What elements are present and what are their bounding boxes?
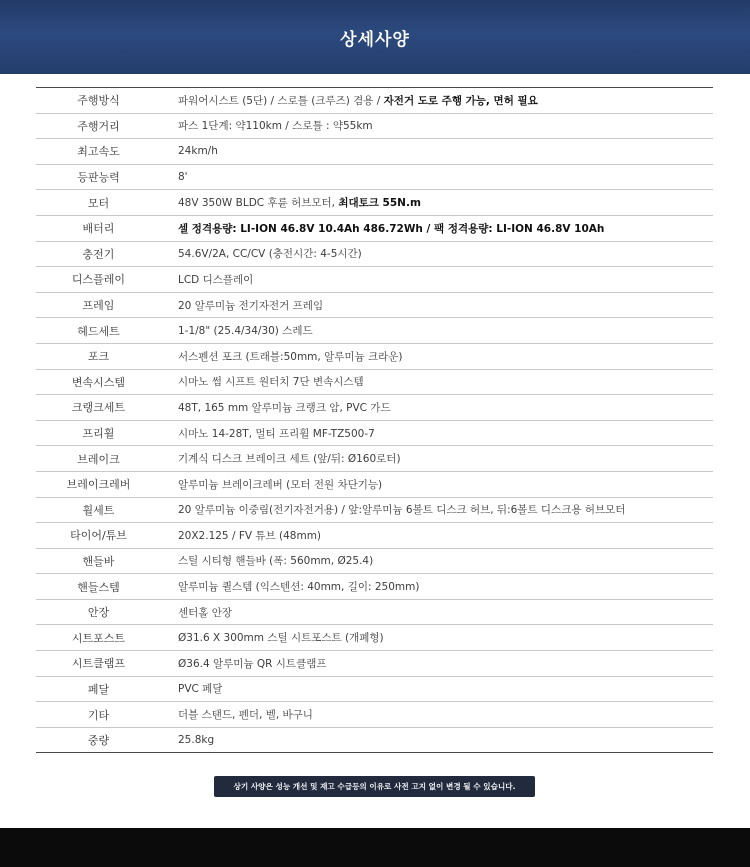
spec-row: [36, 421, 713, 447]
spec-row: [36, 293, 713, 319]
spec-value: [161, 553, 373, 568]
spec-label: 변속시스템: [71, 375, 126, 389]
spec-label: 주행거리: [77, 119, 120, 133]
spec-value-text: 시마노 썸 시프트 원터치 7단 변속시스템: [178, 376, 364, 389]
spec-row: [36, 88, 713, 114]
spec-label: 브레이크: [77, 452, 120, 466]
spec-label: 크랭크세트: [71, 401, 126, 415]
spec-label: 최고속도: [77, 145, 120, 159]
spec-label: 프리휠: [82, 427, 115, 441]
spec-row: [36, 370, 713, 396]
spec-value-text: 알루미늄 퀼스템 (익스텐션: 40mm, 길이: 250mm): [178, 581, 420, 594]
spec-row: [36, 242, 713, 268]
spec-label: 페달: [87, 682, 110, 696]
spec-value: [161, 630, 384, 645]
spec-row: [36, 216, 713, 242]
spec-value: [161, 171, 188, 183]
spec-value: [161, 349, 403, 364]
spec-label: 시트클램프: [71, 657, 126, 671]
spec-value-text: 더블 스탠드, 펜더, 벨, 바구니: [178, 709, 313, 722]
spec-label: 휠세트: [82, 503, 115, 517]
spec-row: [36, 549, 713, 575]
spec-value-text: 파스 1단계: 약110km / 스로틀 : 약55km: [178, 120, 373, 133]
spec-value: [161, 528, 321, 543]
spec-row: [36, 677, 713, 703]
spec-row: [36, 728, 713, 754]
spec-value-emphasis: 자전거 도로 주행 가능, 면허 필요: [383, 94, 538, 107]
spec-value-text: 20 알루미늄 이중림(전기자전거용) / 앞:알루미늄 6볼트 디스크 허브, 뒤:6볼트 디스크용 허브모터: [178, 504, 626, 517]
spec-value-text: 20 알루미늄 전기자전거 프레임: [178, 299, 324, 312]
spec-label: 모터: [87, 196, 110, 210]
spec-label: 헤드세트: [77, 324, 120, 338]
spec-value: [161, 502, 625, 517]
spec-value-text: 서스펜션 포크 (트래블:50mm, 알루미늄 크라운): [178, 350, 403, 363]
page-title: 상세사양: [340, 29, 410, 50]
spec-value: [161, 272, 253, 287]
spec-value-text: 24km/h: [178, 145, 218, 158]
spec-row: [36, 114, 713, 140]
spec-row: [36, 318, 713, 344]
spec-value: [161, 681, 222, 696]
spec-value: [161, 298, 323, 313]
spec-row: [36, 523, 713, 549]
spec-value-emphasis: 최대토크 55N.m: [338, 197, 421, 210]
spec-value: [161, 93, 538, 108]
spec-label: 안장: [87, 606, 110, 620]
spec-value: [161, 707, 313, 722]
spec-value-text: 1-1/8" (25.4/34/30) 스레드: [178, 325, 313, 338]
spec-value-text: 파워어시스트 (5단) / 스로틀 (크루즈) 겸용 /: [178, 94, 384, 107]
spec-table: [36, 87, 713, 753]
spec-label: 핸들바: [82, 554, 115, 568]
spec-value-text: LCD 디스플레이: [178, 273, 254, 286]
spec-value-emphasis: 셀 정격용량: LI-ION 46.8V 10.4Ah 486.72Wh / 팩 정격용량: LI-ION 46.8V 10Ah: [178, 222, 605, 235]
spec-value: [161, 246, 362, 261]
spec-value-text: 8': [178, 171, 188, 184]
spec-value-text: Ø31.6 X 300mm 스틸 시트포스트 (개폐형): [178, 632, 384, 645]
spec-label: 포크: [87, 350, 110, 364]
spec-value: [161, 451, 401, 466]
spec-value-text: 48V 350W BLDC 후륜 허브모터,: [178, 197, 339, 210]
spec-value: [161, 605, 232, 620]
spec-value-text: 기계식 디스크 브레이크 세트 (앞/뒤: Ø160로터): [178, 453, 401, 466]
spec-row: [36, 344, 713, 370]
notice-banner: [214, 776, 535, 797]
spec-value-text: Ø36.4 알루미늄 QR 시트클램프: [178, 657, 327, 670]
spec-value: [161, 734, 214, 746]
spec-value-text: 스틸 시티형 핸들바 (폭: 560mm, Ø25.4): [178, 555, 374, 568]
spec-row: [36, 702, 713, 728]
notice-text: 상기 사양은 성능 개선 및 재고 수급등의 이유로 사전 고지 없이 변경 될 수 있습니다.: [233, 782, 516, 791]
spec-value: [161, 400, 391, 415]
spec-label: 주행방식: [77, 94, 120, 108]
spec-value-text: 48T, 165 mm 알루미늄 크랭크 암, PVC 가드: [178, 401, 391, 414]
spec-value-text: 54.6V/2A, CC/CV (충전시간: 4-5시간): [178, 248, 362, 261]
spec-label: 중량: [87, 734, 110, 748]
spec-row: [36, 190, 713, 216]
spec-label: 핸들스템: [77, 580, 120, 594]
spec-label: 배터리: [82, 222, 115, 236]
spec-label: 브레이크레버: [66, 478, 131, 492]
spec-row: [36, 165, 713, 191]
spec-row: [36, 600, 713, 626]
spec-row: [36, 395, 713, 421]
spec-label: 시트포스트: [71, 631, 126, 645]
spec-label: 프레임: [82, 299, 115, 313]
spec-value: [161, 477, 382, 492]
spec-row: [36, 267, 713, 293]
spec-value: [161, 579, 419, 594]
spec-value-text: PVC 페달: [178, 683, 223, 696]
spec-value: [161, 145, 218, 157]
spec-value: [161, 374, 364, 389]
spec-value-text: 센터홀 안장: [178, 606, 233, 619]
spec-value: [161, 221, 604, 236]
spec-label: 타이어/튜브: [70, 529, 127, 543]
spec-value-text: 시마노 14-28T, 멀티 프리휠 MF-TZ500-7: [178, 427, 375, 440]
spec-label: 충전기: [82, 247, 115, 261]
spec-row: [36, 651, 713, 677]
spec-row: [36, 472, 713, 498]
spec-value: [161, 656, 327, 671]
spec-row: [36, 446, 713, 472]
spec-header: [0, 0, 750, 74]
spec-label: 디스플레이: [71, 273, 126, 287]
spec-value: [161, 195, 421, 210]
spec-value-text: 20X2.125 / FV 튜브 (48mm): [178, 529, 322, 542]
spec-label: 등판능력: [77, 171, 120, 185]
spec-value-text: 25.8kg: [178, 734, 215, 747]
spec-value: [161, 118, 373, 133]
spec-value: [161, 426, 375, 441]
spec-row: [36, 139, 713, 165]
spec-value: [161, 323, 313, 338]
spec-row: [36, 625, 713, 651]
spec-row: [36, 498, 713, 524]
footer-bar: [0, 828, 750, 867]
spec-label: 기타: [87, 708, 110, 722]
spec-row: [36, 574, 713, 600]
spec-value-text: 알루미늄 브레이크레버 (모터 전원 차단기능): [178, 478, 383, 491]
